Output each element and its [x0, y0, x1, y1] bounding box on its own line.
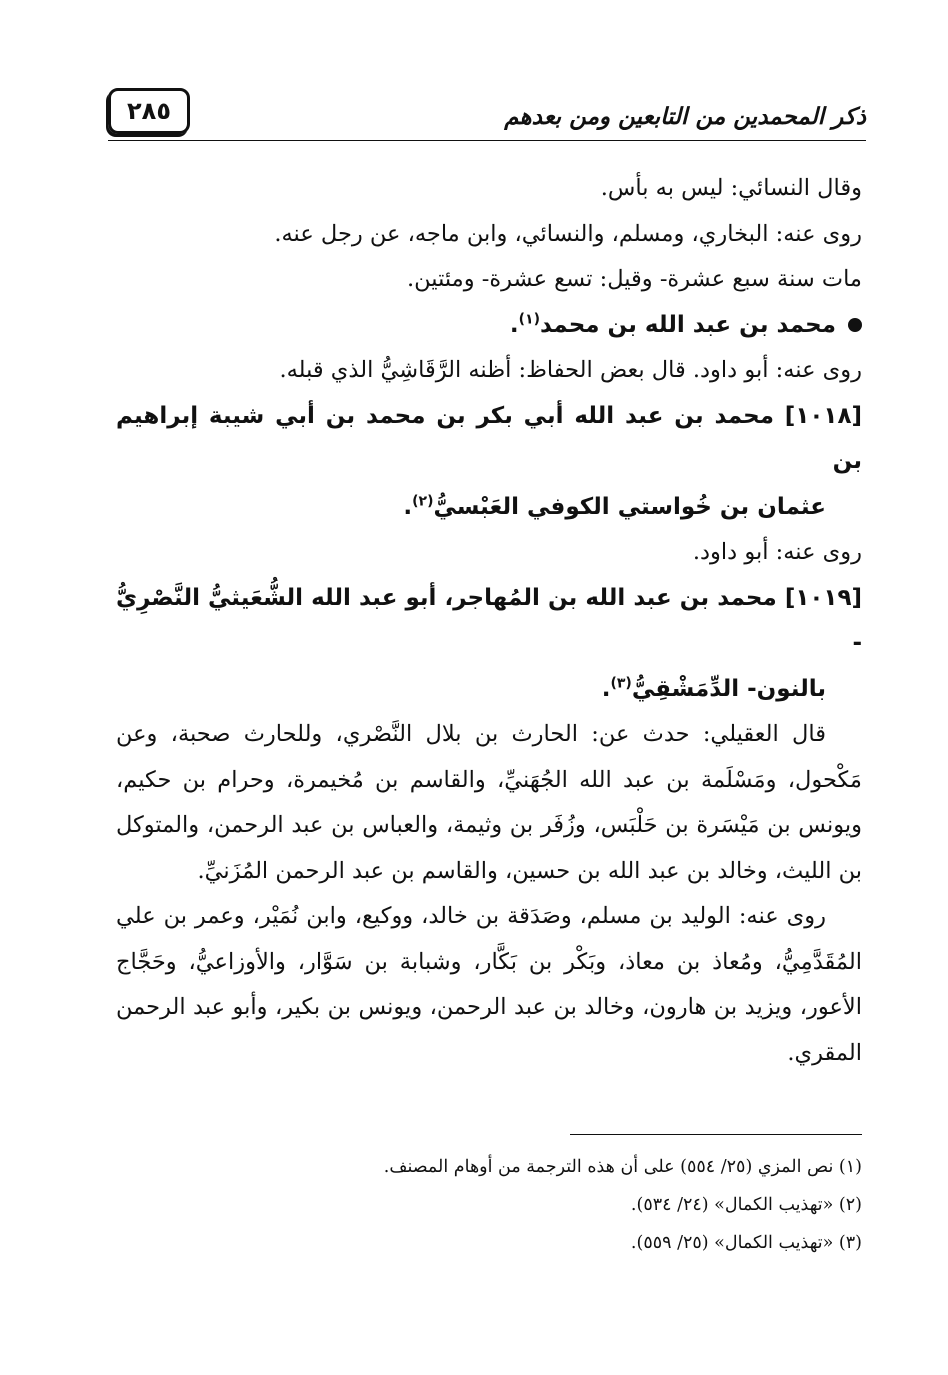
footnote: (٢) «تهذيب الكمال» (٢٤/ ٥٣٤).: [630, 1195, 862, 1215]
footnote-ref: (١): [518, 310, 540, 327]
page-header: [108, 88, 866, 144]
entry-name: [١٠١٨] محمد بن عبد الله أبي بكر بن محمد بن أبي شيبة إبراهيم بن: [116, 402, 862, 474]
footnote: (١) نص المزي (٢٥/ ٥٥٤) على أن هذه الترجمة من أوهام المصنف.: [383, 1157, 862, 1177]
entry-name: محمد بن عبد الله بن محمد: [540, 311, 836, 338]
paragraph: روى عنه: الوليد بن مسلم، وصَدَقة بن خالد، ووكيع، وابن نُمَيْر، وعمر بن علي المُقَدَّمِيُّ، ومُعاذ بن معاذ، وبَكْر بن بَكَّار، وشبابة بن سَوَّار، والأوزاعيُّ، وحَجَّاج الأعور، ويزيد بن هارون، وخالد بن عبد الرحمن، ويونس بن بكير، وأبو عبد الرحمن المقري.: [116, 903, 862, 1066]
footnotes: [150, 1148, 862, 1262]
text-line: روى عنه: أبو داود. قال بعض الحفاظ: أظنه الرَّقَاشِيُّ الذي قبله.: [279, 357, 862, 383]
footnote: (٣) «تهذيب الكمال» (٢٥/ ٥٥٩).: [630, 1233, 862, 1253]
entry-heading: [١٠١٨] محمد بن عبد الله أبي بكر بن محمد بن أبي شيبة إبراهيم بن عثمان بن خُواستي الكوفي العَبْسيُّ$^{(٢)}$.: [116, 402, 862, 520]
text-line: مات سنة سبع عشرة- وقيل: تسع عشرة- ومئتين.: [407, 266, 862, 292]
bullet-icon: [848, 318, 862, 332]
header-rule: [108, 140, 866, 141]
text-line: روى عنه: أبو داود.: [692, 539, 862, 565]
footnote-ref: (٢): [412, 492, 434, 509]
entry-name-cont: عثمان بن خُواستي الكوفي العَبْسيُّ: [433, 493, 826, 520]
entry-name-cont: بالنون- الدِّمَشْقِيُّ: [631, 675, 826, 702]
text-line: وقال النسائي: ليس به بأس.: [600, 175, 862, 201]
paragraph: قال العقيلي: حدث عن: الحارث بن بلال النَّصْري، وللحارث صحبة، وعن مَكْحول، ومَسْلَمة بن عبد الله الجُهَنيِّ، والقاسم بن مُخيمرة، وحرام بن حكيم، ويونس بن مَيْسَرة بن حَلْبَس، وزُفَر بن وثيمة، والعباس بن عبد الرحمن، والمتوكل بن الليث، وخالد بن عبد الله بن حسين، والقاسم بن عبد الرحمن المُزَنيِّ.: [116, 721, 862, 884]
text-line: روى عنه: البخاري، ومسلم، والنسائي، وابن ماجه، عن رجل عنه.: [274, 220, 862, 247]
entry-heading: [١٠١٩] محمد بن عبد الله بن المُهاجر، أبو عبد الله الشُّعَيثيُّ النَّصْرِيُّ - بالنون- الدِّمَشْقِيُّ$^{(٣)}$.: [116, 584, 862, 702]
footnote-rule: [570, 1134, 862, 1135]
page-number: ٢٨٥: [108, 88, 190, 134]
footnote-ref: (٣): [610, 674, 632, 691]
entry-heading: محمد بن عبد الله بن محمد$^{(١)}$.: [116, 303, 862, 349]
entry-name: [١٠١٩] محمد بن عبد الله بن المُهاجر، أبو عبد الله الشُّعَيثيُّ النَّصْرِيُّ -: [116, 584, 862, 656]
body-text: [116, 166, 862, 1076]
running-head: ذكر المحمدين من التابعين ومن بعدهم: [504, 104, 866, 130]
